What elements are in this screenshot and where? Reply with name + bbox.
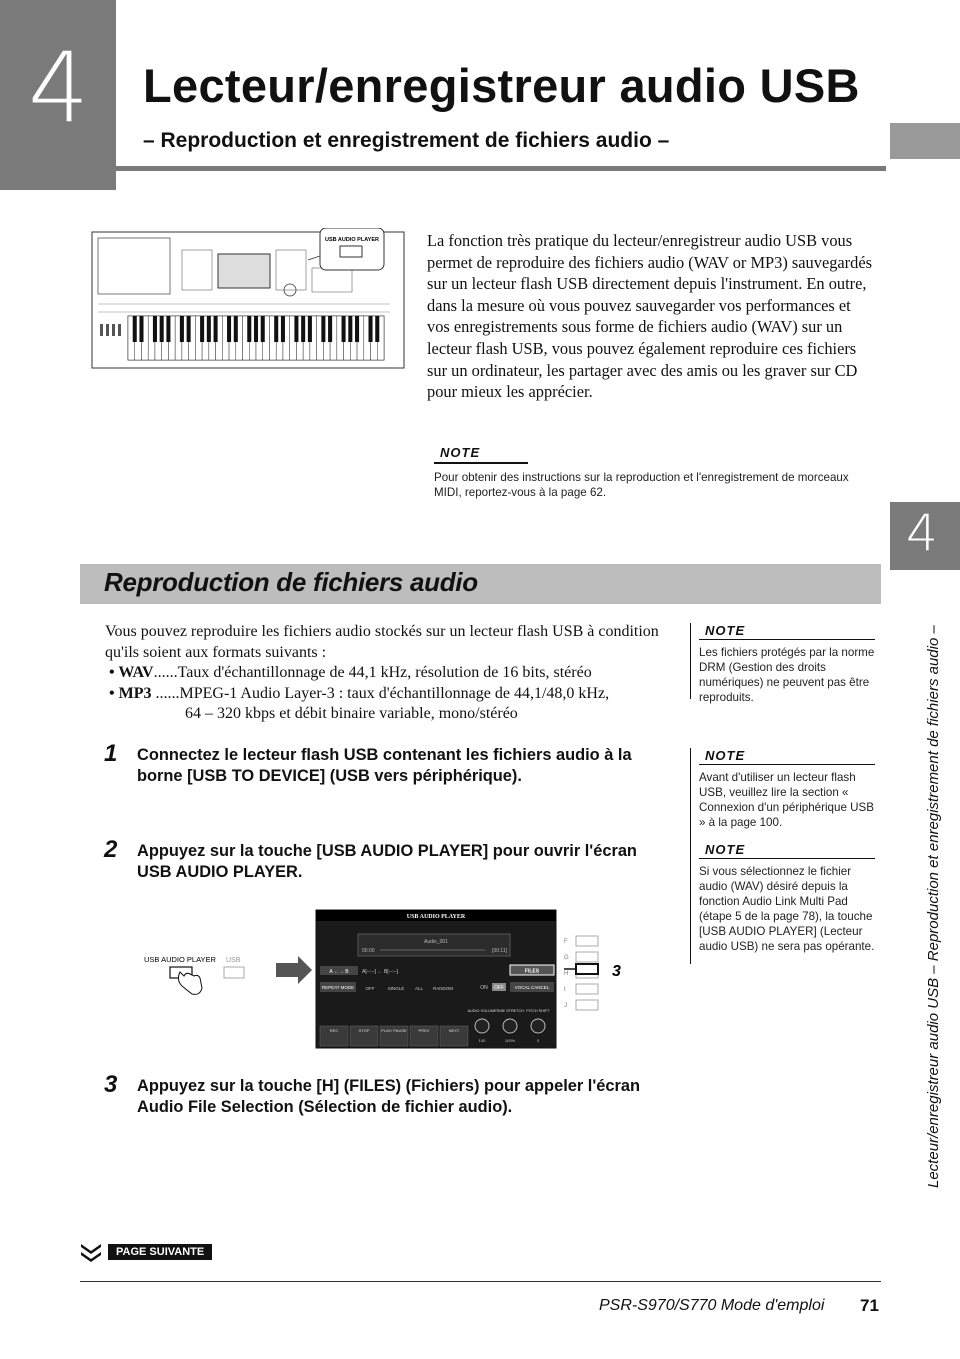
- step-3: [104, 1071, 664, 1118]
- black-key: [274, 316, 278, 342]
- arrow-right-icon: [276, 956, 312, 984]
- repeat-opt: ALL: [414, 986, 424, 991]
- panel-usb-label: USB: [226, 957, 241, 964]
- files-label: FILES: [524, 968, 540, 975]
- usb-button[interactable]: [224, 967, 244, 978]
- step-2: [104, 836, 664, 883]
- ab-label: A ←→ B: [329, 969, 349, 975]
- side-note-drm: [690, 623, 875, 704]
- black-key: [166, 316, 170, 342]
- knob-value: 0: [536, 1038, 540, 1043]
- page-title: Lecteur/enregistreur audio USB: [143, 59, 860, 112]
- knob[interactable]: [503, 1019, 517, 1033]
- knob-label: AUDIO VOLUME: [467, 1009, 497, 1013]
- knob-value: 100: [478, 1038, 486, 1043]
- step-text: Appuyez sur la touche [H] (FILES) (Fichiers) pour appeler l'écran Audio File Selection (Sélection de fichier audio).: [137, 1077, 640, 1116]
- transport-label: PREV: [418, 1028, 430, 1033]
- note-text: Avant d'utiliser un lecteur flash USB, veuillez lire la section « Connexion d'un périphérique USB » à la page 100.: [699, 771, 874, 829]
- side-tab-number: 4: [906, 504, 938, 562]
- edge-tab: [890, 123, 960, 159]
- title-rule: [116, 166, 886, 171]
- knob[interactable]: [531, 1019, 545, 1033]
- side-button-letter: I: [564, 987, 566, 993]
- note-label: NOTE: [699, 748, 875, 765]
- format-name: • WAV: [109, 664, 154, 681]
- transport-label: PLAY/ PAUSE: [381, 1028, 407, 1033]
- black-key: [328, 316, 332, 342]
- footer-rule: [80, 1281, 881, 1282]
- side-chapter-title: Lecteur/enregistreur audio USB – Reproduction et enregistrement de fichiers audio –: [925, 625, 942, 1188]
- black-key: [375, 316, 379, 342]
- black-key: [301, 316, 305, 342]
- black-key: [281, 316, 285, 342]
- usb-audio-player-figure: [140, 908, 640, 1050]
- ab-values: A[--:--] ← B[--:--]: [362, 969, 399, 975]
- note-label: NOTE: [699, 842, 875, 859]
- repeat-opt: RANDOM: [433, 986, 453, 991]
- vocal-on: ON: [480, 985, 488, 991]
- page-subtitle: – Reproduction et enregistrement de fichiers audio –: [143, 129, 670, 152]
- side-button[interactable]: [576, 952, 598, 962]
- step-number: 1: [104, 740, 118, 767]
- next-page-indicator[interactable]: [80, 1242, 205, 1266]
- side-note-usb: [690, 748, 875, 964]
- side-button-letter: G: [564, 955, 569, 961]
- side-button[interactable]: [576, 984, 598, 994]
- section-body: [105, 622, 665, 725]
- black-key: [348, 316, 352, 342]
- format-mp3-cont: 64 – 320 kbps et débit binaire variable, mono/stéréo: [185, 705, 518, 722]
- side-button[interactable]: [576, 1000, 598, 1010]
- callout-number: 3: [612, 963, 621, 980]
- side-button-letter: F: [564, 939, 568, 945]
- black-key: [261, 316, 265, 342]
- format-wav: [105, 663, 665, 684]
- black-key: [133, 316, 137, 342]
- black-key: [355, 316, 359, 342]
- transport-label: STOP: [358, 1028, 370, 1033]
- knob-label: PITCH SHIFT: [526, 1009, 550, 1013]
- vocal-off: OFF: [494, 985, 504, 991]
- panel-button-label: USB AUDIO PLAYER: [144, 955, 216, 964]
- next-page-label: PAGE SUIVANTE: [108, 1244, 212, 1260]
- black-key: [153, 316, 157, 342]
- screen-title: USB AUDIO PLAYER: [406, 914, 466, 920]
- side-button[interactable]: [576, 936, 598, 946]
- note-text: Les fichiers protégés par la norme DRM (Gestion des droits numériques) ne peuvent pas être reproduits.: [699, 646, 875, 704]
- black-key: [308, 316, 312, 342]
- black-key: [247, 316, 251, 342]
- intro-paragraph: La fonction très pratique du lecteur/enregistreur audio USB vous permet de reproduire des fichiers audio (WAV or MP3) sauvegardés sur un lecteur flash USB directement depuis l'instrument. En outre, dans la mesure où vous pouvez sauvegarder vos performances et vos enregistrements sous forme de fichiers audio (WAV) sur un lecteur flash USB, vous pouvez également reproduire ces fichiers sur un ordinateur, les partager avec des amis ou les graver sur CD pour mieux les apprécier.: [427, 231, 872, 402]
- black-key: [254, 316, 258, 342]
- black-key: [227, 316, 231, 342]
- black-key: [294, 316, 298, 342]
- black-key: [369, 316, 373, 342]
- step-text: Appuyez sur la touche [USB AUDIO PLAYER] pour ouvrir l'écran USB AUDIO PLAYER.: [137, 842, 637, 881]
- note-text: Si vous sélectionnez le fichier audio (WAV) désiré depuis la fonction Audio Link Multi Pad (étape 5 de la page 78), la touche [USB AUDIO PLAYER] (Lecteur audio USB) ne sera pas opérante.: [699, 865, 875, 953]
- section-title: Reproduction de fichiers audio: [104, 567, 478, 597]
- note-label: NOTE: [699, 623, 875, 640]
- step-1: [104, 740, 664, 787]
- knob-value: 100%: [504, 1038, 516, 1043]
- format-mp3: [105, 684, 665, 705]
- note-text: Pour obtenir des instructions sur la reproduction et l'enregistrement de morceaux MIDI, reportez-vous à la page 62.: [434, 471, 849, 499]
- chapter-number: 4: [28, 32, 90, 144]
- black-key: [139, 316, 143, 342]
- black-key: [342, 316, 346, 342]
- screen-time-total: [00:11]: [492, 948, 507, 954]
- side-button-letter: J: [564, 1003, 567, 1009]
- black-key: [187, 316, 191, 342]
- black-key: [207, 316, 211, 342]
- black-key: [234, 316, 238, 342]
- black-key: [214, 316, 218, 342]
- page-number: 71: [860, 1296, 879, 1315]
- step-number: 2: [104, 836, 118, 863]
- chevron-down-icon: [80, 1242, 102, 1266]
- keyboard-button-label: USB AUDIO PLAYER: [325, 237, 379, 243]
- black-key: [200, 316, 204, 342]
- black-key: [321, 316, 325, 342]
- repeat-opt: OFF: [365, 986, 375, 991]
- step-number: 3: [104, 1071, 118, 1098]
- screen-filename: Audio_001: [424, 939, 448, 945]
- note-label: NOTE: [434, 445, 528, 464]
- repeat-opt: SINGLE: [387, 986, 405, 991]
- repeat-label: REPEAT MODE: [321, 985, 355, 990]
- black-key: [160, 316, 164, 342]
- transport-label: REC: [329, 1028, 339, 1033]
- footer-model: PSR-S970/S770 Mode d'emploi: [599, 1297, 825, 1314]
- format-dots: ......: [153, 664, 178, 681]
- format-desc: MPEG-1 Audio Layer-3 : taux d'échantillonnage de 44,1/48,0 kHz,: [179, 684, 610, 702]
- transport-label: NEXT: [448, 1028, 460, 1033]
- knob-label: TIME STRETCH: [495, 1009, 525, 1013]
- keyboard-illustration: [90, 228, 408, 373]
- finger-pointer-icon: [178, 972, 202, 994]
- format-desc: Taux d'échantillonnage de 44,1 kHz, résolution de 16 bits, stéréo: [177, 664, 592, 681]
- side-button-letter: H: [564, 971, 569, 977]
- vocal-cancel-label: VOCAL CANCEL: [514, 985, 550, 990]
- step-text: Connectez le lecteur flash USB contenant les fichiers audio à la borne [USB TO DEVICE] (USB vers périphérique).: [137, 746, 632, 785]
- format-name: • MP3: [109, 684, 152, 702]
- note-intro: [434, 445, 854, 500]
- h-button-highlight[interactable]: [576, 964, 598, 974]
- black-key: [180, 316, 184, 342]
- format-dots: ......: [151, 684, 180, 702]
- screen-time-current: 00:00: [362, 948, 375, 954]
- section-lead: Vous pouvez reproduire les fichiers audio stockés sur un lecteur flash USB à condition qu'ils soient aux formats suivants :: [105, 623, 659, 661]
- knob[interactable]: [475, 1019, 489, 1033]
- transport-controls: [320, 1026, 468, 1046]
